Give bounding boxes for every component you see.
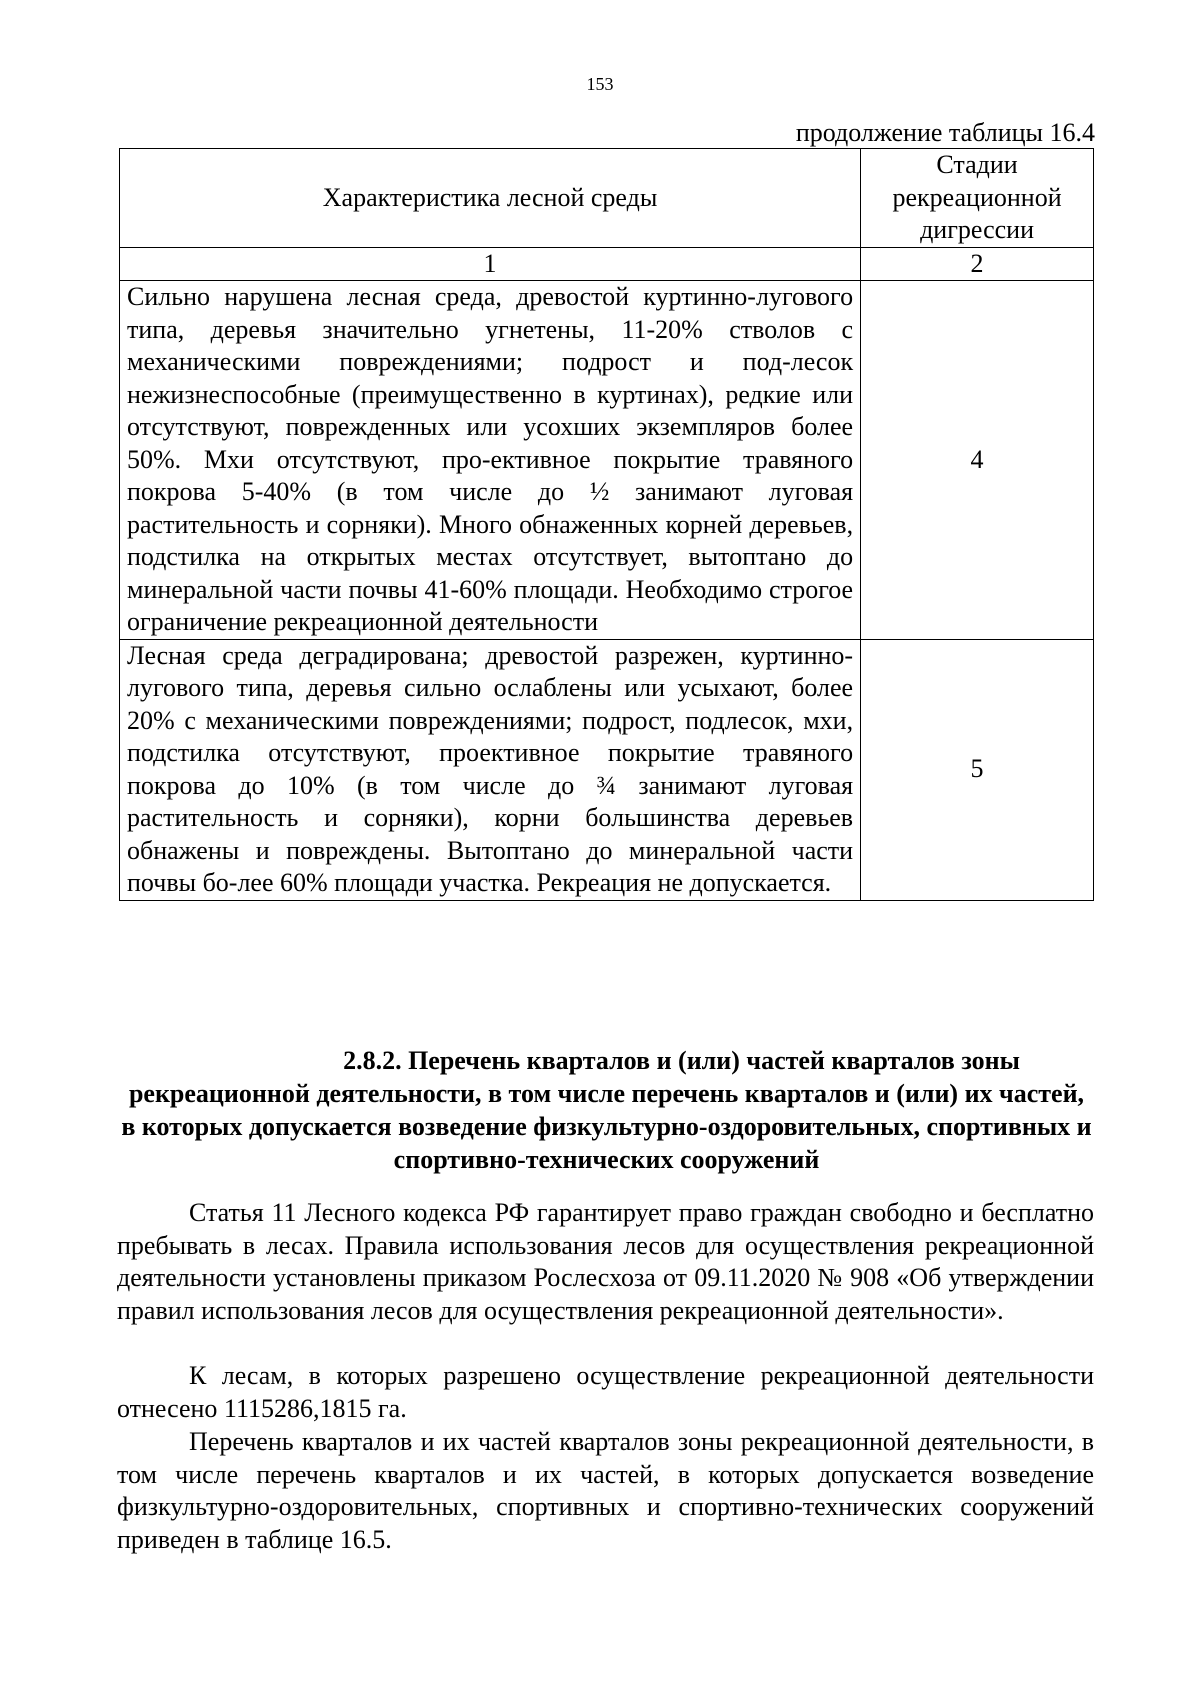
table-row [120, 639, 1094, 900]
table-column-numbers-row [120, 247, 1094, 281]
section-heading-text: 2.8.2. Перечень кварталов и (или) частей кварталов зоны рекреационной деятельности, в том числе перечень кварталов и (или) их частей, в которых допускается возведение физкультурно-оздоровительных, спортивных и спортивно-технических сооружений [121, 1046, 1092, 1174]
table-row [120, 281, 1094, 640]
body-paragraph [117, 1360, 1094, 1425]
table-header-row [120, 149, 1094, 248]
recreational-digression-table [119, 148, 1094, 901]
forest-characteristic-cell: Лесная среда деградирована; древостой разрежен, куртинно-лугового типа, деревья сильно ослаблены или усыхают, более 20% с механическими повреждениями; подрост, подлесок, мхи, подстилка отсутствуют, проективное покрытие травяного покрова до 10% (в том числе до ¾ занимают луговая растительность и сорняки), корни большинства деревьев обнажены и повреждены. Вытоптано до минеральной части почвы бо-лее 60% площади участка. Рекреация не допускается. [120, 639, 861, 900]
digression-stage-cell: 5 [861, 639, 1094, 900]
column-number: 1 [120, 247, 861, 281]
table-continuation-label: продолжение таблицы 16.4 [795, 118, 1095, 147]
paragraph-text: Статья 11 Лесного кодекса РФ гарантирует право граждан свободно и бесплатно пребывать в лесах. Правила использования лесов для осуществления рекреационной деятельности установлены приказом Рослесхоза от 09.11.2020 № 908 «Об утверждении правил использования лесов для осуществления рекреационной деятельности». [117, 1198, 1094, 1325]
body-paragraph [117, 1197, 1094, 1327]
paragraph-text: К лесам, в которых разрешено осуществление рекреационной деятельности отнесено 1115286,1815 га. [117, 1361, 1094, 1423]
section-heading [119, 1044, 1094, 1176]
header-digression-stage: Стадии рекреационной дигрессии [861, 149, 1094, 248]
page-number: 153 [586, 74, 614, 94]
body-paragraph [117, 1426, 1094, 1556]
header-forest-characteristic: Характеристика лесной среды [120, 149, 861, 248]
forest-characteristic-cell: Сильно нарушена лесная среда, древостой куртинно-лугового типа, деревья значительно угнетены, 11-20% стволов с механическими повреждениями; подрост и под-лесок нежизнеспособные (преимущественно в куртинах), редкие или отсутствуют, поврежденных или усохших экземпляров более 50%. Мхи отсутствуют, про-ективное покрытие травяного покрова 5-40% (в том числе до ½ занимают луговая растительность и сорняки). Много обнаженных корней деревьев, подстилка на открытых местах отсутствует, вытоптано до минеральной части почвы 41-60% площади. Необходимо строгое ограничение рекреационной деятельности [120, 281, 861, 640]
paragraph-text: Перечень кварталов и их частей кварталов зоны рекреационной деятельности, в том числе перечень кварталов и их частей, в которых допускается возведение физкультурно-оздоровительных, спортивных и спортивно-технических сооружений приведен в таблице 16.5. [117, 1427, 1094, 1554]
digression-stage-cell: 4 [861, 281, 1094, 640]
column-number: 2 [861, 247, 1094, 281]
